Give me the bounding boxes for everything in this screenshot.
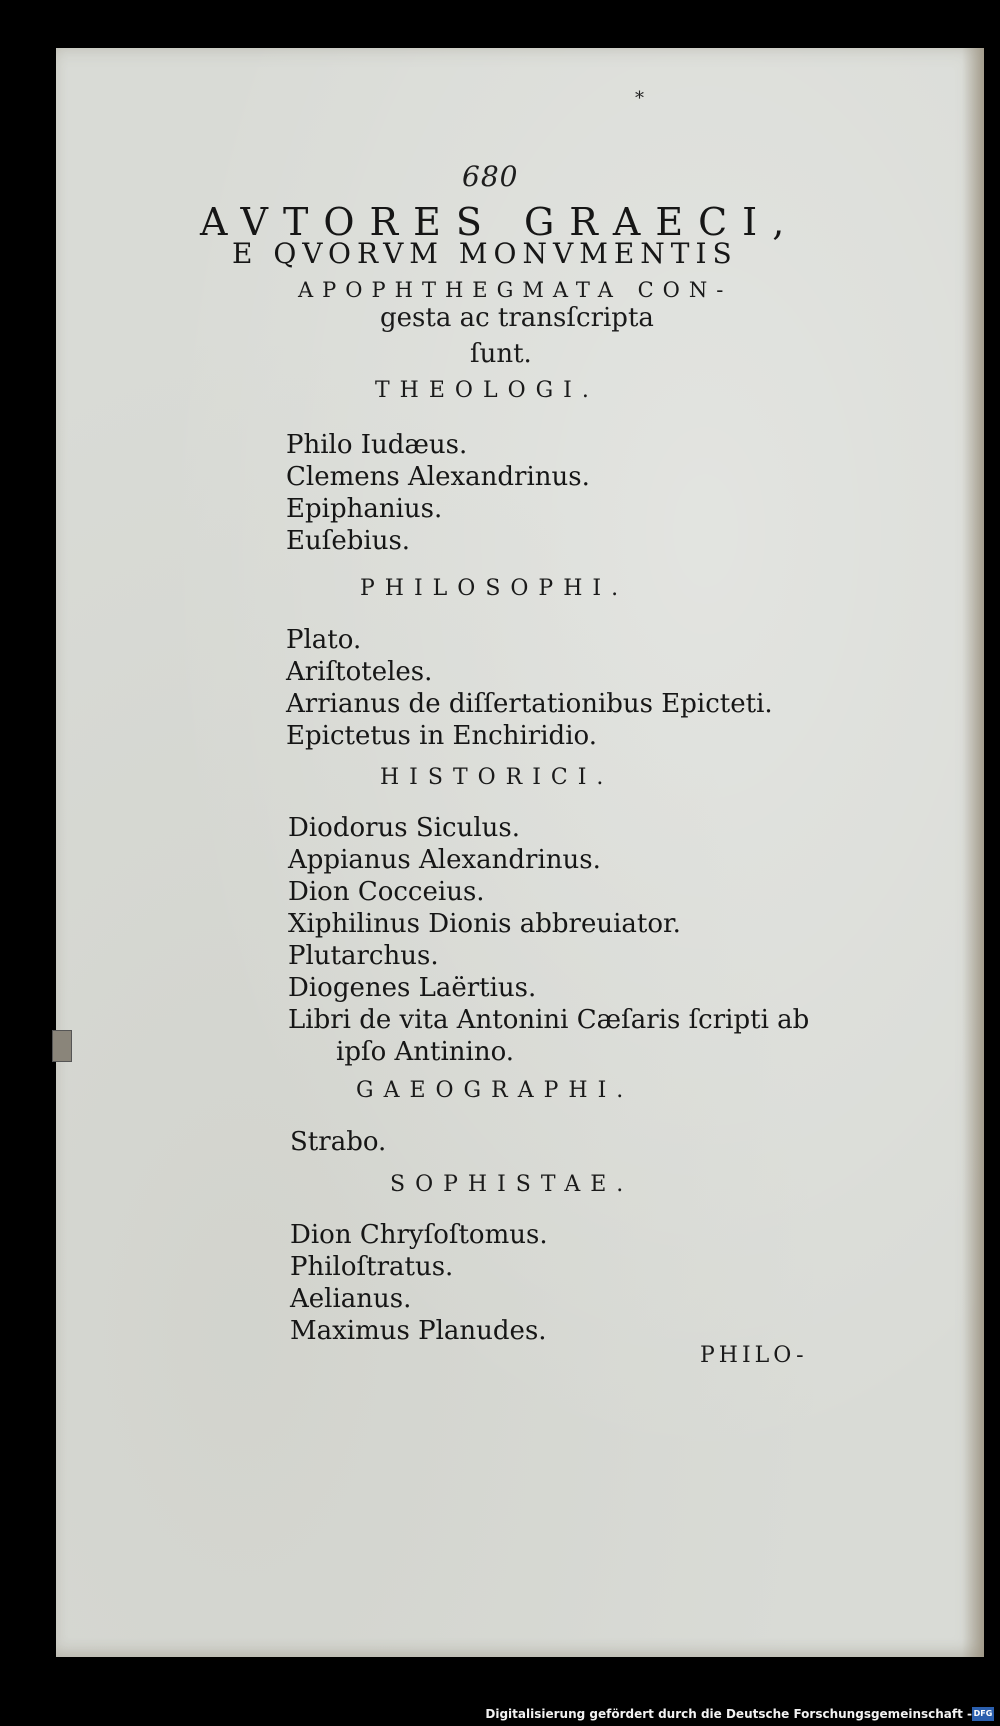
list-item: Appianus Alexandrinus.	[288, 845, 601, 875]
list-item: Ariſtoteles.	[286, 657, 433, 687]
catchword: PHILO-	[700, 1343, 808, 1368]
list-item: Xiphilinus Dionis abbreuiator.	[288, 909, 681, 939]
section-heading-sophistae: SOPHISTAE.	[390, 1172, 634, 1197]
list-item: Plato.	[286, 625, 362, 655]
list-item: Maximus Planudes.	[290, 1316, 547, 1346]
list-item: Dion Chryſoſtomus.	[290, 1220, 548, 1250]
list-item: Strabo.	[290, 1127, 387, 1157]
star-mark: *	[635, 88, 644, 109]
list-item: Euſebius.	[286, 526, 411, 556]
list-item: Diodorus Siculus.	[288, 813, 520, 843]
page-number: 680	[462, 160, 519, 193]
binding-tab	[52, 1030, 72, 1062]
title-line-1: AVTORES GRAECI,	[200, 200, 800, 244]
section-heading-historici: HISTORICI.	[380, 765, 614, 790]
list-item: Arrianus de diſſertationibus Epicteti.	[286, 689, 773, 719]
dfg-logo: DFG	[972, 1707, 994, 1721]
list-item: Epictetus in Enchiridio.	[286, 721, 597, 751]
section-heading-theologi: THEOLOGI.	[375, 378, 599, 403]
list-item: Dion Cocceius.	[288, 877, 485, 907]
list-item: Libri de vita Antonini Cæſaris ſcripti ab	[288, 1005, 810, 1035]
title-line-2: E QVORVM MONVMENTIS	[232, 237, 738, 270]
list-item: Philoſtratus.	[290, 1252, 454, 1282]
list-item: ipſo Antinino.	[336, 1037, 515, 1067]
page-edge-shadow	[962, 48, 984, 1657]
title-line-5: ſunt.	[470, 339, 532, 369]
list-item: Plutarchus.	[288, 941, 439, 971]
list-item: Epiphanius.	[286, 494, 443, 524]
title-line-4: gesta ac transſcripta	[380, 303, 654, 333]
title-line-3: APOPHTHEGMATA CON-	[298, 278, 733, 302]
section-heading-philosophi: PHILOSOPHI.	[360, 576, 629, 601]
list-item: Aelianus.	[290, 1284, 412, 1314]
digitization-credit: Digitalisierung gefördert durch die Deutsche Forschungsgemeinschaft -	[485, 1707, 972, 1721]
section-heading-gaeographi: GAEOGRAPHI.	[356, 1078, 634, 1103]
list-item: Diogenes Laërtius.	[288, 973, 537, 1003]
list-item: Clemens Alexandrinus.	[286, 462, 590, 492]
list-item: Philo Iudæus.	[286, 430, 468, 460]
